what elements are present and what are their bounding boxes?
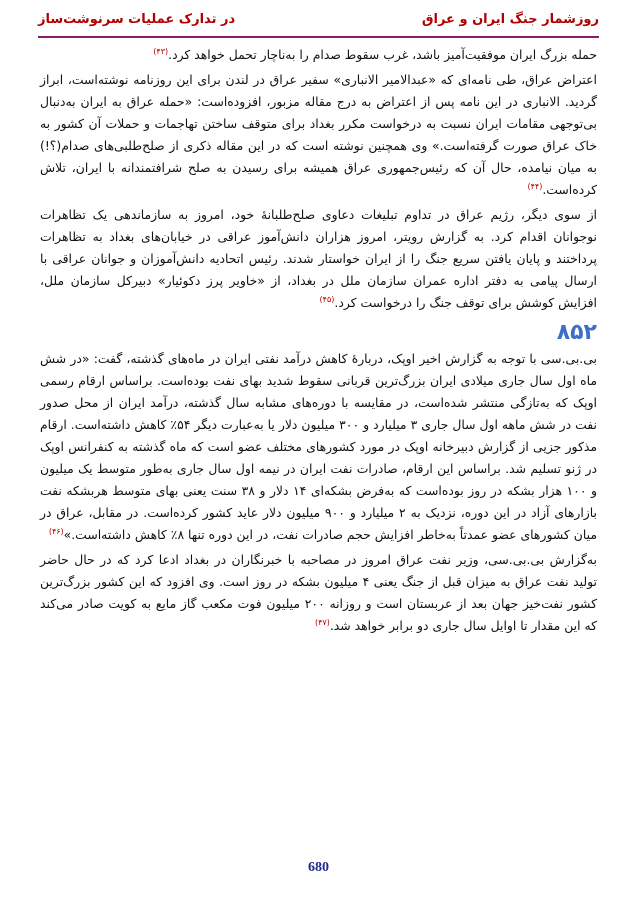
running-title: روزشمار جنگ ایران و عراق [421,12,599,27]
header-divider [38,36,599,38]
footnote-marker: (۴۵) [319,294,335,304]
footnote-marker: (۴۳) [153,46,169,56]
paragraph-text: بی.بی.سی با توجه به گزارش اخیر اوپک، دربارهٔ کاهش درآمد نفتی ایران در ماه‌های گذشته، گفت: «در شش ماه اول سال جاری میلادی ایران بزرگ‌ترین قربانی سقوط شدید بهای نفت بوده‌است. براساس ارقام رسمی اوپک که به‌تازگی منتشر شده‌است، در مقایسه با دوره‌های مشابه سال گذشته، درآمد ایران از محل صدور نفت در شش ماهه اول سال جاری ۳ میلیارد و ۳۰۰ میلیون دلار یا به‌عبارت دیگر ۵۴٪ کاهش داشته‌است. ارقام مذکور جزیی از گزارش دبیرخانه اوپک در مورد کشورهای مختلف عضو است که ماه گذشته به کنفرانس اوپک در ژنو تسلیم شد. براساس این ارقام، صادرات نفت ایران در نیمه اول سال جاری به‌طور متوسط یک میلیون و ۱۰۰ هزار بشکه در روز بوده‌است که به‌فرض بشکه‌ای ۱۴ دلار و ۳۸ سنت یعنی بهای متوسط هربشکه نفت بازارهای آزاد در این دوره، نزدیک به ۲ میلیارد و ۹۰۰ میلیون دلار عاید کشور کرده‌است. در مقابل، عراق در میان کشورهای عضو عمدتاً به‌خاطر افزایش حجم صادرات نفت، در این دوره تنها ۸٪ کاهش داشته‌است.» [40,351,598,542]
running-subtitle: در تدارک عملیات سرنوشت‌ساز [38,12,236,27]
body-text [40,44,597,640]
paragraph [40,204,597,314]
paragraph-text: حمله بزرگ ایران موفقیت‌آمیز باشد، غرب سقوط صدام را به‌ناچار تحمل خواهد کرد. [168,47,597,62]
footnote-marker: (۴۷) [314,617,330,627]
page-number: 680 [308,860,329,875]
paragraph [40,549,597,637]
paragraph [40,44,597,66]
day-number-heading: ۸۵۲ [556,320,597,345]
footnote-marker: (۴۴) [527,181,543,191]
paragraph [40,69,597,201]
page-header [38,10,599,40]
footnote-marker: (۴۶) [48,526,64,536]
paragraph-text: به‌گزارش بی.بی.سی، وزیر نفت عراق امروز در مصاحبه با خبرنگاران در بغداد ادعا کرد که در حال حاضر تولید نفت عراق به میزان قبل از جنگ یعنی ۴ میلیون بشکه در روز است. وی افزود که این کشور بزرگ‌ترین کشور نفت‌خیز جهان بعد از عربستان است و روزانه ۲۰۰ میلیون فوت مکعب گاز مایع به کویت صادر می‌کند که این مقدار تا اوایل سال جاری دو برابر خواهد شد. [40,552,597,633]
paragraph-text: از سوی دیگر، رژیم عراق در تداوم تبلیغات دعاوی صلح‌طلبانهٔ خود، امروز به سازماندهی یک تظاهرات نوجوانان اقدام کرد. به گزارش رویتر، امروز هزاران دانش‌آموز عراقی در خیابان‌های بغداد به تظاهرات پرداختند و پایان یافتن سریع جنگ را از ایران خواستار شدند. رئیس اتحادیه دانش‌آموزان و جوانان عراقی با ارسال پیامی به دفتر اداره عمران سازمان ملل در بغداد، از «خاویر پرز دکوئیار» دبیرکل سازمان ملل، افزایش کوشش برای توقف جنگ را درخواست کرد. [40,207,597,310]
paragraph [40,348,597,546]
paragraph-text: اعتراض عراق، طی نامه‌ای که «عبدالامیر الانباری» سفیر عراق در لندن برای این روزنامه نوشته‌است، ابراز گردید. الانباری در این نامه پس از اعتراض به درج مقاله مزبور، افزوده‌است: «حمله عراق به ایران به‌دنبال بی‌توجهی مقامات ایران نسبت به درخواست مکرر بغداد برای متوقف ساختن تهاجمات و حملات آن کشور به خاک عراق صورت گرفته‌است.» وی همچنین نوشته است که در این مقاله ذکری از صلح‌طلبی‌های صدام(؟!) به میان نیامده، حال آن که رئیس‌جمهوری عراق همیشه برای رسیدن به صلح شرافتمندانه با ایران، تلاش کرده‌است. [40,72,597,197]
